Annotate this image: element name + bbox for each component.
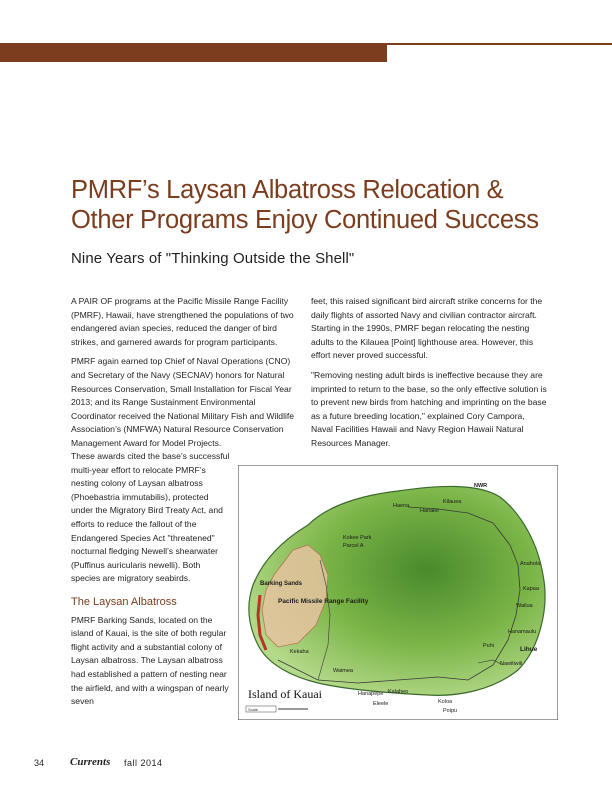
column-2	[311, 295, 547, 457]
paragraph: PMRF Barking Sands, located on the island of Kauai, is the site of both regular flight activity and a substantial colony of Laysan albatross. The Laysan albatross had established a pattern of nesting near the airfield, and with a wingspan of nearly seven	[71, 614, 229, 707]
map-island-label: Island of Kauai	[248, 687, 322, 701]
section-heading: The Laysan Albatross	[71, 595, 177, 608]
place-hanapepe: Hanapepe	[358, 691, 384, 697]
place-wailua: Wailua	[516, 603, 533, 609]
place-parcel-a: Parcel A	[343, 543, 364, 549]
paragraph: feet, this raised significant bird aircraft strike concerns for the daily flights of assorted Navy and civilian contractor aircraft. Starting in the 1990s, PMRF began relocating the nesting adults to the Kilauea [Point] lighthouse area. However, this effort never proved successful.	[311, 296, 543, 361]
page-number: 34	[34, 758, 45, 768]
place-hanamaulu: Hanamaulu	[508, 629, 537, 635]
map-scale-label: Scale	[248, 707, 259, 712]
place-lihue: Lihue	[520, 646, 538, 653]
place-waimea: Waimea	[333, 668, 353, 674]
paragraph: PMRF again earned top Chief of Naval Operations (CNO) and Secretary of the Navy (SECNAV) honors for Natural Resources Conservation, Small Installation for Fiscal Year 2013; and its Range Sustainment Environmental Coordinator received the National Military Fish and Wildlife Association’s (NMFWA) Natural Resource Conservation Management Award for Model Projects.	[71, 356, 295, 448]
place-eleele: Eleele	[373, 701, 389, 707]
issue-label: fall 2014	[124, 758, 163, 768]
header-rule	[387, 43, 612, 45]
place-pmrf: Pacific Missile Range Facility	[278, 598, 369, 605]
place-barking-sands: Barking Sands	[260, 581, 303, 587]
place-hanalei: Hanalei	[420, 508, 439, 514]
paragraph: A PAIR OF programs at the Pacific Missile Range Facility (PMRF), Hawaii, have strengthened the populations of two endangered avian species, reduced the danger of bird strikes, and garnered awards for program participants.	[71, 296, 294, 347]
place-haena: Haena	[393, 503, 410, 509]
place-anahola: Anahola	[520, 561, 541, 567]
paragraph: "Removing nesting adult birds is ineffective because they are imprinted to return to the base, so the only effective solution is to prevent new birds from hatching and imprinting on the base as a future breeding location," explained Cory Campora, Naval Facilities Hawaii and Navy Region Hawaii Natural Resources Manager.	[311, 369, 547, 448]
place-nawiliwili: Nawiliwili	[500, 661, 523, 667]
paragraph: These awards cited the base’s successful multi-year effort to relocate PMRF’s nesting colony of Laysan albatross (Phoebastria immutabilis), protected under the Migratory Bird Treaty Act, and efforts to reduce the fallout of the Endangered Species Act "threatened" nocturnal fledging Newell’s shearwater (Puffinus auricularis newelli). Both species are migratory seabirds.	[71, 451, 230, 584]
magazine-name: Currents	[70, 756, 111, 768]
place-puhi: Puhi	[483, 643, 495, 649]
article-title: PMRF’s Laysan Albatross Relocation & Other Programs Enjoy Continued Success	[71, 176, 539, 234]
place-kokee-park: Kokee Park	[343, 535, 372, 541]
place-nwr: NWR	[474, 483, 488, 489]
article-subtitle: Nine Years of "Thinking Outside the Shell"	[71, 250, 355, 267]
column-3	[71, 450, 231, 715]
place-koloa: Koloa	[438, 699, 453, 705]
kauai-map	[238, 465, 558, 720]
place-kapaa: Kapaa	[523, 586, 539, 592]
header-bar	[0, 43, 387, 62]
column-1	[71, 295, 301, 457]
place-kilauea: Kilauea	[443, 499, 462, 505]
place-kekaha: Kekaha	[290, 649, 309, 655]
place-poipu: Poipu	[443, 708, 458, 714]
place-kalaheo: Kalaheo	[388, 689, 409, 695]
